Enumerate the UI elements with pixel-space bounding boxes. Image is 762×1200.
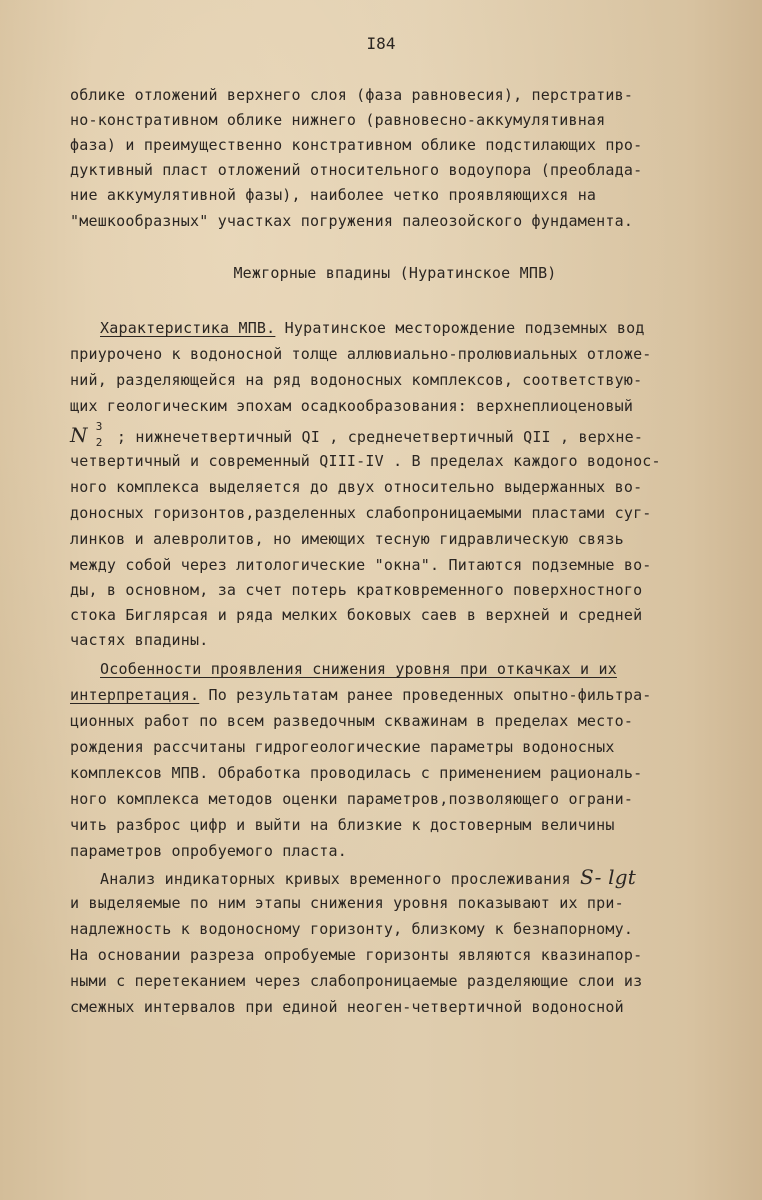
text-line: рождения рассчитаны гидрогеологические параметры водоносных: [70, 738, 615, 756]
text-line: облике отложений верхнего слоя (фаза равновесия), перстратив-: [70, 86, 634, 104]
text-line: ного комплекса выделяется до двух относительно выдержанных во-: [70, 478, 643, 496]
text-line: ционных работ по всем разведочным скважинам в пределах место-: [70, 712, 634, 730]
section-title: Характеристика МПВ.: [100, 319, 276, 337]
text-line: приурочено к водоносной толще аллювиально-пролювиальных отложе-: [70, 345, 652, 363]
text-line: На основании разреза опробуемые горизонты являются квазинапор-: [70, 946, 643, 964]
text-line: [100, 865, 637, 889]
text-line: ного комплекса методов оценки параметров,позволяющего ограни-: [70, 790, 634, 808]
formula-indices: [88, 420, 108, 449]
text-line: ды, в основном, за счет потерь кратковременного поверхностного: [70, 581, 643, 599]
formula-handwritten: S- lgt: [580, 865, 637, 889]
text-line: [70, 686, 652, 704]
text-line: чить разброс цифр и выйти на близкие к достоверным величины: [70, 816, 615, 834]
text-line: стока Биглярсая и ряда мелких боковых саев в верхней и средней: [70, 606, 643, 624]
text-line: ний, разделяющейся на ряд водоносных комплексов, соответствую-: [70, 371, 643, 389]
text-line: четвертичный и современный QIII-IV . В пределах каждого водонос-: [70, 452, 661, 470]
text-line: доносных горизонтов,разделенных слабопроницаемыми пластами суг-: [70, 504, 652, 522]
text-line: комплексов МПВ. Обработка проводилась с применением рациональ-: [70, 764, 643, 782]
text-line: линков и алевролитов, но имеющих тесную гидравлическую связь: [70, 530, 624, 548]
text-line: но-констративном облике нижнего (равновесно-аккумулятивная: [70, 111, 606, 129]
text-span: Анализ индикаторных кривых временного прослеживания: [100, 870, 571, 888]
text-span: Нуратинское месторождение подземных вод: [275, 319, 645, 337]
section-title: интерпретация.: [70, 686, 200, 704]
page-number: I84: [366, 34, 396, 53]
formula-symbol: N: [70, 423, 88, 447]
text-line: параметров опробуемого пласта.: [70, 842, 347, 860]
text-line: между собой через литологические "окна". Питаются подземные во-: [70, 556, 652, 574]
text-line: [100, 319, 645, 337]
text-span: По результатам ранее проведенных опытно-фильтра-: [199, 686, 652, 704]
text-line: ние аккумулятивной фазы), наиболее четко проявляющихся на: [70, 186, 597, 204]
text-line: "мешкообразных" участках погружения палеозойского фундамента.: [70, 212, 634, 230]
formula-subscript: 2: [95, 436, 103, 449]
formula-superscript: 3: [95, 420, 103, 433]
text-line: смежных интервалов при единой неоген-четвертичной водоносной: [70, 998, 624, 1016]
text-span: ; нижнечетвертичный QI , среднечетвертичный QII , верхне-: [107, 428, 644, 446]
text-line: ными с перетеканием через слабопроницаемые разделяющие слои из: [70, 972, 643, 990]
section-heading: Межгорные впадины (Нуратинское МПВ): [233, 264, 557, 282]
text-line: [70, 420, 644, 449]
text-line: частях впадины.: [70, 631, 209, 649]
text-line: щих геологическим эпохам осадкообразования: верхнеплиоценовый: [70, 397, 634, 415]
section-title: Особенности проявления снижения уровня при откачках и их: [100, 660, 617, 678]
text-line: и выделяемые по ним этапы снижения уровня показывают их при-: [70, 894, 624, 912]
text-line: дуктивный пласт отложений относительного водоупора (преоблада-: [70, 161, 643, 179]
text-line: фаза) и преимущественно констративном облике подстилающих про-: [70, 136, 643, 154]
text-block: [70, 0, 720, 1200]
text-line: надлежность к водоносному горизонту, близкому к безнапорному.: [70, 920, 634, 938]
text-line: [100, 660, 617, 678]
